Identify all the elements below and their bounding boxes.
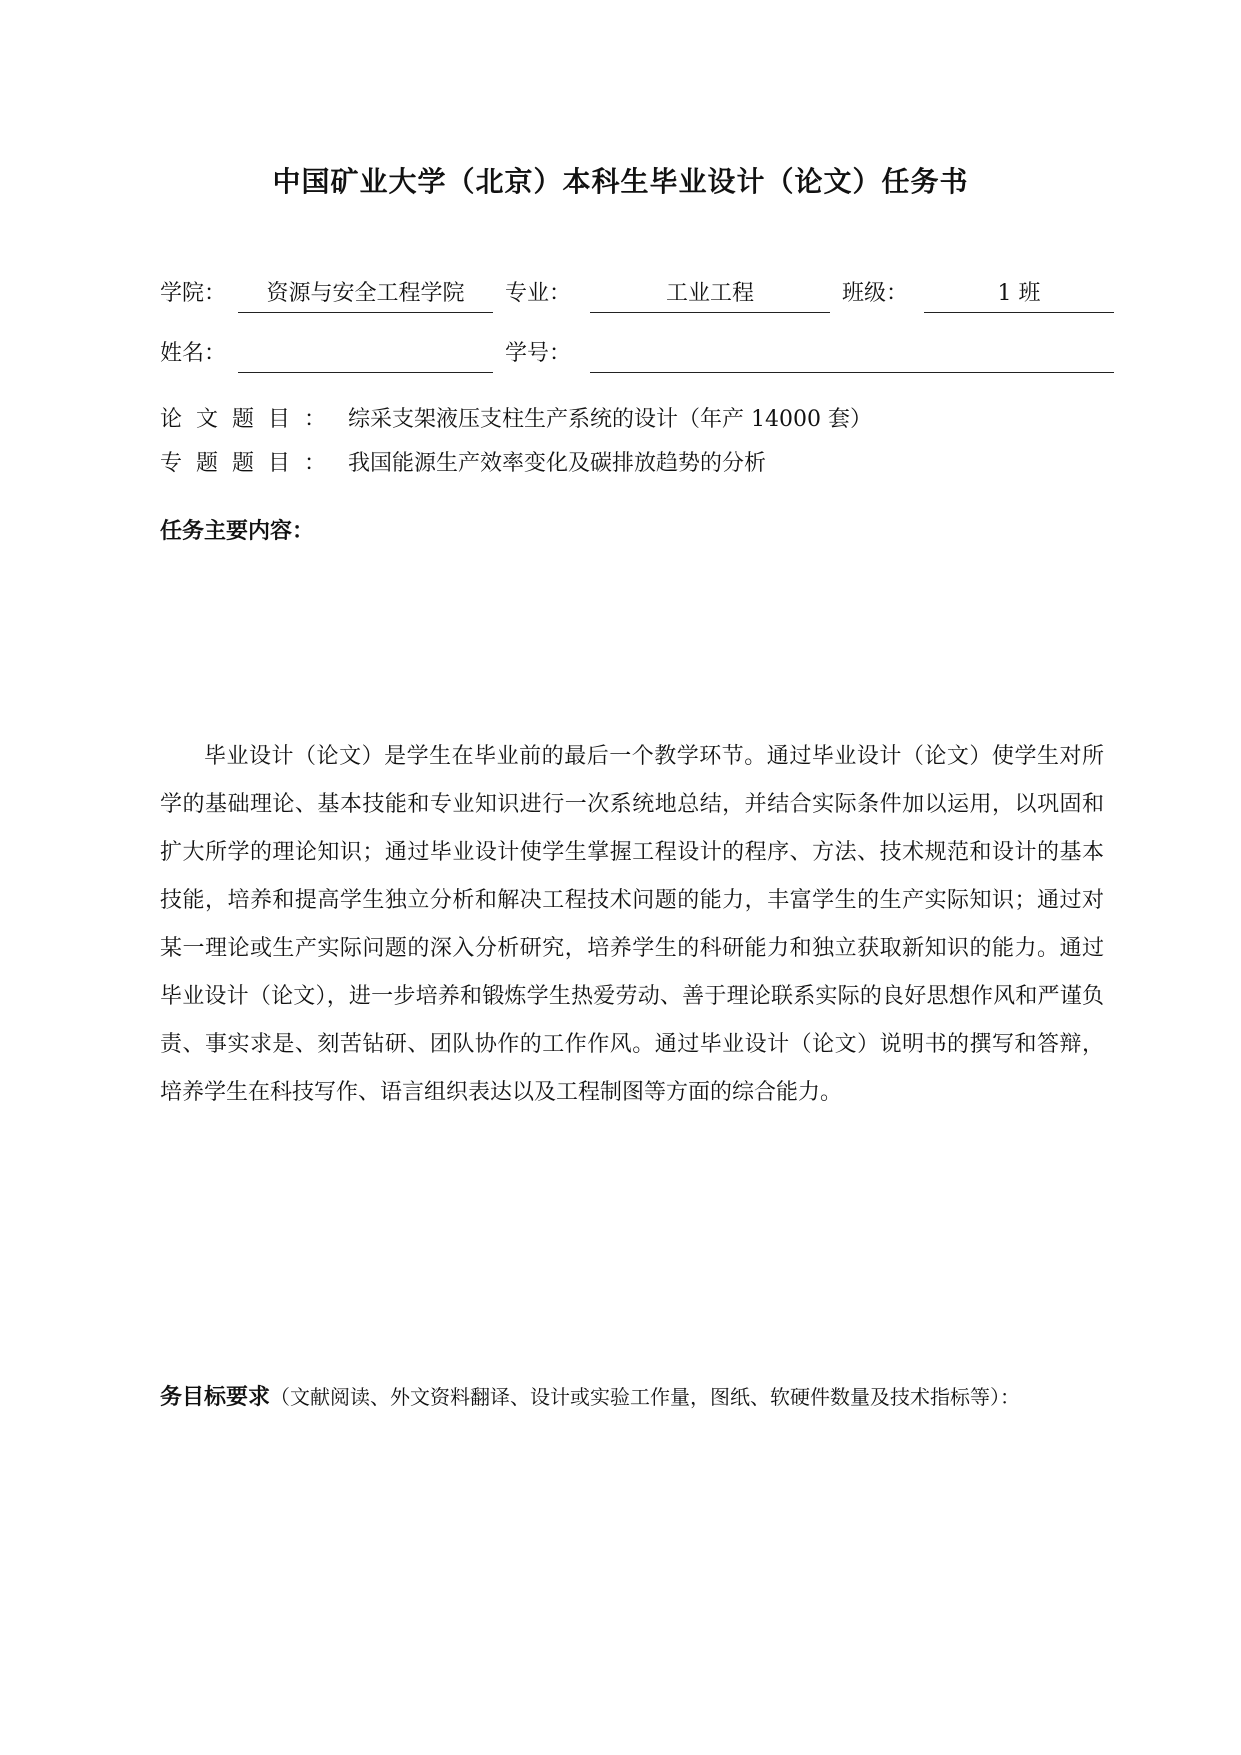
- student-id-field: [590, 336, 1114, 373]
- main-task-heading: 任务主要内容：: [160, 519, 315, 544]
- name-field: [238, 336, 493, 373]
- target-heading-note: （文献阅读、外文资料翻译、设计或实验工作量，图纸、软硬件数量及技术指标等）：: [270, 1385, 1021, 1409]
- topic-title-label: 专题题目：: [160, 451, 341, 476]
- class-field: 1 班: [924, 276, 1114, 313]
- document-title: 中国矿业大学（北京）本科生毕业设计（论文）任务书: [272, 165, 969, 198]
- target-heading-text: 务目标要求: [160, 1385, 271, 1410]
- topic-title-value: 我国能源生产效率变化及碳排放趋势的分析: [348, 451, 767, 476]
- college-label: 学院：: [160, 281, 227, 306]
- main-task-body: 毕业设计（论文）是学生在毕业前的最后一个教学环节。通过毕业设计（论文）使学生对所学的基础理论、基本技能和专业知识进行一次系统地总结，并结合实际条件加以运用，以巩固和扩大所学的理论知识；通过毕业设计使学生掌握工程设计的程序、方法、技术规范和设计的基本技能，培养和提高学生独立分析和解决工程技术问题的能力，丰富学生的生产实际知识；通过对某一理论或生产实际问题的深入分析研究，培养学生的科研能力和独立获取新知识的能力。通过毕业设计（论文），进一步培养和锻炼学生热爱劳动、善于理论联系实际的良好思想作风和严谨负责、事实求是、刻苦钻研、团队协作的工作作风。通过毕业设计（论文）说明书的撰写和答辩，培养学生在科技写作、语言组织表达以及工程制图等方面的综合能力。: [160, 744, 1104, 1105]
- major-field: 工业工程: [590, 276, 830, 313]
- college-field: 资源与安全工程学院: [238, 276, 493, 313]
- target-requirements-heading: [160, 1380, 1020, 1411]
- thesis-title-value: 综采支架液压支柱生产系统的设计（年产 14000 套）: [348, 407, 872, 432]
- thesis-title-label: 论文题目：: [160, 407, 341, 432]
- major-label: 专业：: [505, 281, 572, 306]
- info-row-1: [160, 276, 1104, 312]
- student-id-label: 学号：: [505, 341, 572, 366]
- info-row-2: [160, 336, 1104, 372]
- name-label: 姓名：: [160, 341, 227, 366]
- class-label: 班级：: [842, 281, 909, 306]
